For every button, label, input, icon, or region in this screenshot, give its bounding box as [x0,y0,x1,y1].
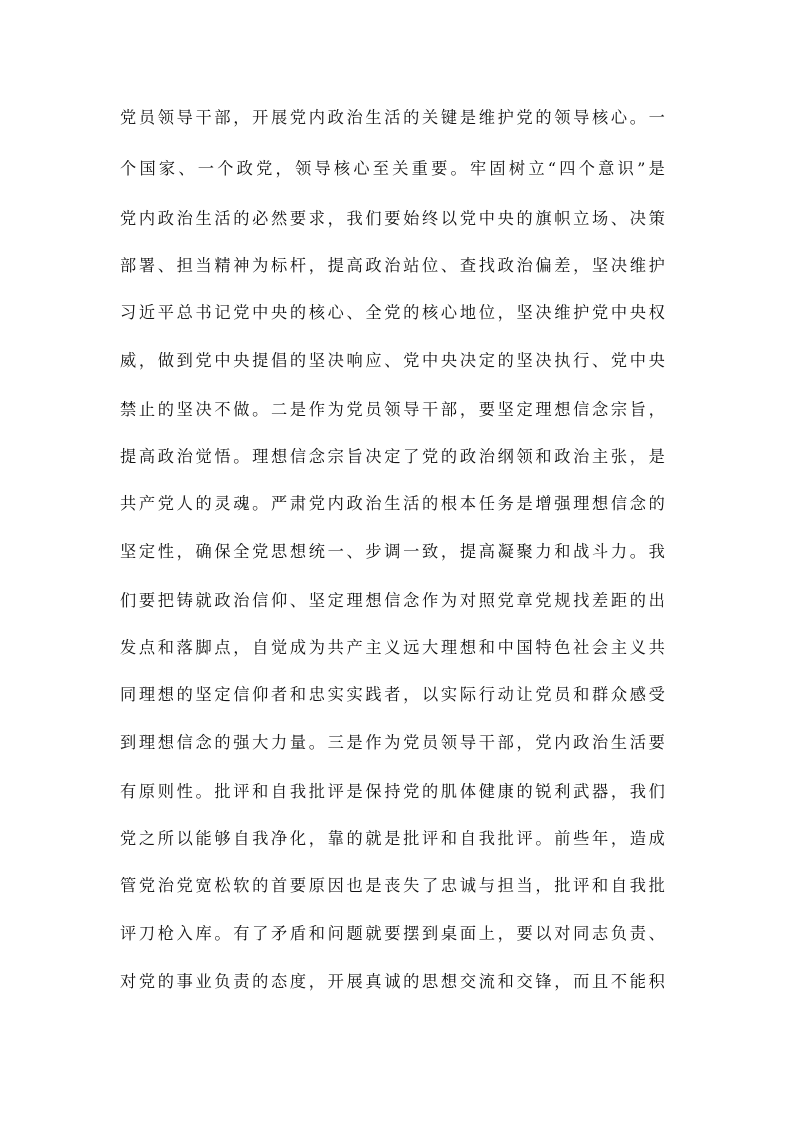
text-line: 对党的事业负责的态度，开展真诚的思想交流和交锋，而且不能积 [120,972,665,991]
text-line: 同理想的坚定信仰者和忠实实践者，以实际行动让党员和群众感受 [120,685,665,704]
text-line: 们要把铸就政治信仰、坚定理想信念作为对照党章党规找差距的出 [120,591,665,610]
text-line: 到理想信念的强大力量。三是作为党员领导干部，党内政治生活要 [120,733,665,752]
text-line: 管党治党宽松软的首要原因也是丧失了忠诚与担当，批评和自我批 [120,876,665,895]
text-line: 共产党人的灵魂。严肃党内政治生活的根本任务是增强理想信念的 [120,494,665,513]
text-line: 提高政治觉悟。理想信念宗旨决定了党的政治纲领和政治主张，是 [120,447,665,466]
text-line: 部署、担当精神为标杆，提高政治站位、查找政治偏差，坚决维护 [120,256,665,275]
text-line: 个国家、一个政党，领导核心至关重要。牢固树立“四个意识”是 [120,159,665,178]
text-line: 禁止的坚决不做。二是作为党员领导干部，要坚定理想信念宗旨， [120,400,665,419]
text-line: 党内政治生活的必然要求，我们要始终以党中央的旗帜立场、决策 [120,209,665,228]
text-line: 党员领导干部，开展党内政治生活的关键是维护党的领导核心。一 [120,108,665,127]
text-line: 发点和落脚点，自觉成为共产主义远大理想和中国特色社会主义共 [120,638,665,657]
text-line: 评刀枪入库。有了矛盾和问题就要摆到桌面上，要以对同志负责、 [120,924,665,943]
text-line: 党之所以能够自我净化，靠的就是批评和自我批评。前些年，造成 [120,829,665,848]
text-line: 习近平总书记党中央的核心、全党的核心地位，坚决维护党中央权 [120,303,665,322]
text-line: 威，做到党中央提倡的坚决响应、党中央决定的坚决执行、党中央 [120,351,665,370]
text-line: 坚定性，确保全党思想统一、步调一致，提高凝聚力和战斗力。我 [120,542,665,561]
text-line: 有原则性。批评和自我批评是保持党的肌体健康的锐利武器，我们 [120,782,665,801]
